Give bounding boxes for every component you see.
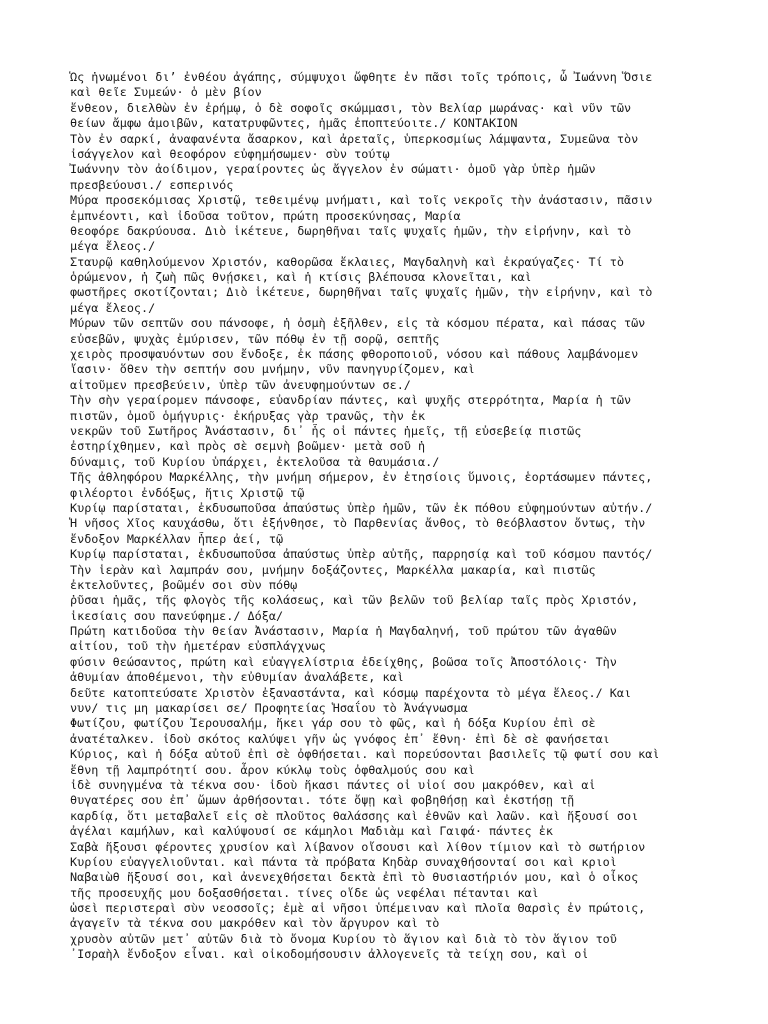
text-line: φύσιν θεώσαντος, πρώτη καὶ εὐαγγελίστρια ἐδείχθης, βοῶσα τοῖς Ἀποστόλοις· Τὴν: [70, 654, 617, 669]
text-line: Ναβαιὼθ ἥξουσί σοι, καὶ ἀνενεχθήσεται δεκτὰ ἐπὶ τὸ θυσιαστήριόν μου, καὶ ὁ οἶκος: [70, 870, 639, 885]
text-line: νυν/ τις μη μακαρίσει σε/ Προφητείας Ἡσαΐου τὸ Ἀνάγνωσμα: [70, 701, 468, 716]
text-line: τῆς προσευχῆς μου δοξασθήσεται. τίνες οἵδε ὡς νεφέλαι πέτανται καὶ: [70, 885, 539, 900]
text-line: Πρώτη κατιδοῦσα τὴν θείαν Ἀνάστασιν, Μαρία ἡ Μαγδαληνή, τοῦ πρώτου τῶν ἀγαθῶν: [70, 624, 617, 639]
text-line: Φωτίζου, φωτίζου Ἰερουσαλήμ, ἥκει γάρ σου τὸ φῶς, καὶ ἡ δόξα Κυρίου ἐπὶ σὲ: [70, 716, 596, 731]
text-line: ἔθνη τῇ λαμπρότητί σου. ἆρον κύκλῳ τοὺς ὀφθαλμούς σου καὶ: [70, 762, 475, 777]
text-line: Μύρα προσεκόμισας Χριστῷ, τεθειμένῳ μνήματι, καὶ τοῖς νεκροῖς τὴν ἀνάστασιν, πᾶσιν: [70, 193, 653, 208]
text-line: ἐκτελοῦντες, βοῶμέν σοι σὺν πόθῳ: [70, 577, 298, 592]
text-line: Τὴν ἱερὰν καὶ λαμπράν σου, μνήμην δοξάζοντες, Μαρκέλλα μακαρία, καὶ πιστῶς: [70, 562, 596, 577]
text-line: πιστῶν, ὁμοῦ ὁμήγυρις· ἐκήρυξας γὰρ τρανῶς, τὴν ἐκ: [70, 408, 426, 423]
text-line: Ὡς ἡνωμένοι δι’ ἐνθέου ἀγάπης, σύμψυχοι ὤφθητε ἐν πᾶσι τοῖς τρόποις, ὦ Ἰωάννη Ὅσιε: [70, 70, 653, 84]
text-line: Ἰωάννην τὸν ἀοίδιμον, γεραίροντες ὡς ἄγγελον ἐν σώματι· ὁμοῦ γὰρ ὑπὲρ ἡμῶν: [70, 162, 596, 177]
text-line: ῥῦσαι ἡμᾶς, τῆς φλογὸς τῆς κολάσεως, καὶ τῶν βελῶν τοῦ βελίαρ ταῖς πρὸς Χριστόν,: [70, 593, 639, 608]
text-line: ἔνθεον, διελθὼν ἐν ἐρήμῳ, ὁ δὲ σοφοῖς σκώμμασι, τὸν Βελίαρ μωράνας· καὶ νῦν τῶν: [70, 100, 632, 115]
text-line: Σαβὰ ἥξουσι φέροντες χρυσίον καὶ λίβανον οἴσουσι καὶ λίθον τίμιον καὶ τὸ σωτήριον: [70, 839, 646, 854]
text-line: πρεσβεύουσι./ εσπερινός: [70, 177, 234, 192]
text-line: ἔνδοξον Μαρκέλλαν ἧπερ ἀεί, τῷ: [70, 531, 284, 546]
text-line: ὡσεὶ περιστεραὶ σὺν νεοσσοῖς; ἐμὲ αἱ νῆσοι ὑπέμειναν καὶ πλοῖα Θαρσὶς ἐν πρώτοις,: [70, 901, 646, 916]
text-line: ἀγαγεῖν τὰ τέκνα σου μακρόθεν καὶ τὸν ἄργυρον καὶ τὸ: [70, 916, 440, 931]
text-line: Κύριος, καὶ ἡ δόξα αὐτοῦ ἐπὶ σὲ ὀφθήσεται. καὶ πορεύσονται βασιλεῖς τῷ φωτί σου καὶ: [70, 747, 660, 762]
text-line: Τῆς ἀθληφόρου Μαρκέλλης, τὴν μνήμη σήμερον, ἐν ἐτησίοις ὕμνοις, ἑορτάσωμεν πάντες,: [70, 470, 653, 485]
text-line: ἐμπνέοντι, καὶ ἰδοῦσα τοῦτον, πρώτη προσεκύνησας, Μαρία: [70, 208, 461, 223]
text-line: μέγα ἔλεος./: [70, 239, 156, 254]
text-line: Μύρων τῶν σεπτῶν σου πάνσοφε, ἡ ὀσμὴ ἐξῆλθεν, εἰς τὰ κόσμου πέρατα, καὶ πάσας τῶν: [70, 316, 646, 331]
text-line: αἰτοῦμεν πρεσβεύειν, ὑπὲρ τῶν ἀνευφημούντων σε./: [70, 377, 411, 392]
text-line: Κυρίῳ παρίσταται, ἐκδυσωποῦσα ἀπαύστως ὑπὲρ ἡμῶν, τῶν ἐκ πόθου εὐφημούντων αὐτήν./: [70, 500, 653, 515]
text-line: νεκρῶν τοῦ Σωτῆρος Ἀνάστασιν, δι᾿ ἧς οἱ πάντες ἡμεῖς, τῇ εὐσεβείᾳ πιστῶς: [70, 423, 582, 438]
text-line: Ἡ νῆσος Χῖος καυχάσθω, ὅτι ἐξήνθησε, τὸ Παρθενίας ἄνθος, τὸ θεόβλαστον ὄντως, τὴν: [70, 516, 646, 531]
text-line: φιλέορτοι ἐνδόξως, ἥτις Χριστῷ τῷ: [70, 485, 305, 500]
text-line: ἐστηρίχθημεν, καὶ πρὸς σὲ σεμνὴ βοῶμεν· μετὰ σοῦ ἡ: [70, 439, 426, 454]
text-line: θείων ἄμφω ἀμοιβῶν, κατατρυφῶντες, ἡμᾶς ἐποπτεύοιτε./ ΚΟΝΤΑΚΙΟΝ: [70, 116, 518, 131]
text-line: χρυσὸν αὐτῶν μετ᾿ αὐτῶν διὰ τὸ ὄνομα Κυρίου τὸ ἅγιον καὶ διὰ τὸ τὸν ἅγιον τοῦ: [70, 931, 617, 946]
text-line: αἰτίου, τοῦ τὴν ἡμετέραν εὐσπλάγχνως: [70, 639, 326, 654]
text-line: Κυρίῳ παρίσταται, ἐκδυσωποῦσα ἀπαύστως ὑπὲρ αὐτῆς, παρρησίᾳ καὶ τοῦ κόσμου παντός/: [70, 547, 653, 562]
text-line: καρδίᾳ, ὅτι μεταβαλεῖ εἰς σὲ πλοῦτος θαλάσσης καὶ ἐθνῶν καὶ λαῶν. καὶ ἥξουσί σοι: [70, 808, 639, 823]
text-line: Τὴν σὴν γεραίρομεν πάνσοφε, εὐανδρίαν πάντες, καὶ ψυχῆς στερρότητα, Μαρία ἡ τῶν: [70, 393, 632, 408]
text-line: δεῦτε κατοπτεύσατε Χριστὸν ἐξαναστάντα, καὶ κόσμῳ παρέχοντα τὸ μέγα ἔλεος./ Και: [70, 685, 632, 700]
text-line: χειρὸς προσψαυόντων σου ἔνδοξε, ἐκ πάσης φθοροποιοῦ, νόσου καὶ πάθους λαμβάνομεν: [70, 347, 639, 362]
text-line: μέγα ἔλεος./: [70, 300, 156, 315]
text-line: φωστῆρες σκοτίζονται; Διὸ ἱκέτευε, δωρηθῆναι ταῖς ψυχαῖς ἡμῶν, τὴν εἰρήνην, καὶ τὸ: [70, 285, 653, 300]
text-line: Σταυρῷ καθηλούμενον Χριστόν, καθορῶσα ἔκλαιες, Μαγδαληνὴ καὶ ἐκραύγαζες· Τί τὸ: [70, 254, 624, 269]
text-line: ἴασιν· ὅθεν τὴν σεπτήν σου μνήμην, νῦν πανηγυρίζομεν, καὶ: [70, 362, 475, 377]
text-line: ἰσάγγελον καὶ θεοφόρον εὐφημήσωμεν· σὺν τούτῳ: [70, 146, 390, 161]
text-line: Κυρίου εὐαγγελιοῦνται. καὶ πάντα τὰ πρόβατα Κηδὰρ συναχθήσονταί σοι καὶ κριοὶ: [70, 854, 617, 869]
text-line: Τὸν ἐν σαρκί, ἀναφανέντα ἄσαρκον, καὶ ἀρεταῖς, ὑπερκοσμίως λάμψαντα, Συμεῶνα τὸν: [70, 131, 639, 146]
text-line: εὐσεβῶν, ψυχὰς ἐμύρισεν, τῶν πόθῳ ἐν τῇ σορῷ, σεπτῆς: [70, 331, 440, 346]
document-text: [70, 70, 760, 963]
text-line: θυγατέρες σου ἐπ᾿ ὤμων ἀρθήσονται. τότε ὄψῃ καὶ φοβηθήσῃ καὶ ἐκστήσῃ τῇ: [70, 793, 575, 808]
text-line: θεοφόρε δακρύουσα. Διὸ ἱκέτευε, δωρηθῆναι ταῖς ψυχαῖς ἡμῶν, τὴν εἰρήνην, καὶ τὸ: [70, 223, 632, 238]
text-line: ἀνατέταλκεν. ἰδοὺ σκότος καλύψει γῆν ὡς γνόφος ἐπ᾿ ἔθνη· ἐπὶ δὲ σὲ φανήσεται: [70, 731, 610, 746]
text-line: ἱκεσίαις σου πανεύφημε./ Δόξα/: [70, 608, 284, 623]
text-line: καὶ θεῖε Συμεών· ὁ μὲν βίον: [70, 85, 262, 100]
text-line: ᾿Ισραὴλ ἔνδοξον εἶναι. καὶ οἰκοδομήσουσιν ἀλλογενεῖς τὰ τείχη σου, καὶ οἱ: [70, 947, 589, 962]
text-line: ὁρώμενον, ἡ ζωὴ πῶς θνῄσκει, καὶ ἡ κτίσις βλέπουσα κλονεῖται, καὶ: [70, 270, 532, 285]
text-line: ἰδὲ συνηγμένα τὰ τέκνα σου· ἰδοὺ ἥκασι πάντες οἱ υἱοί σου μακρόθεν, καὶ αἱ: [70, 777, 596, 792]
text-line: δύναμις, τοῦ Κυρίου ὑπάρχει, ἐκτελοῦσα τὰ θαυμάσια./: [70, 454, 440, 469]
text-line: ἀθυμίαν ἀποθέμενοι, τὴν εὐθυμίαν ἀναλάβετε, καὶ: [70, 670, 404, 685]
text-line: ἀγέλαι καμήλων, καὶ καλύψουσί σε κάμηλοι Μαδιὰμ καὶ Γαιφά· πάντες ἐκ: [70, 824, 553, 839]
